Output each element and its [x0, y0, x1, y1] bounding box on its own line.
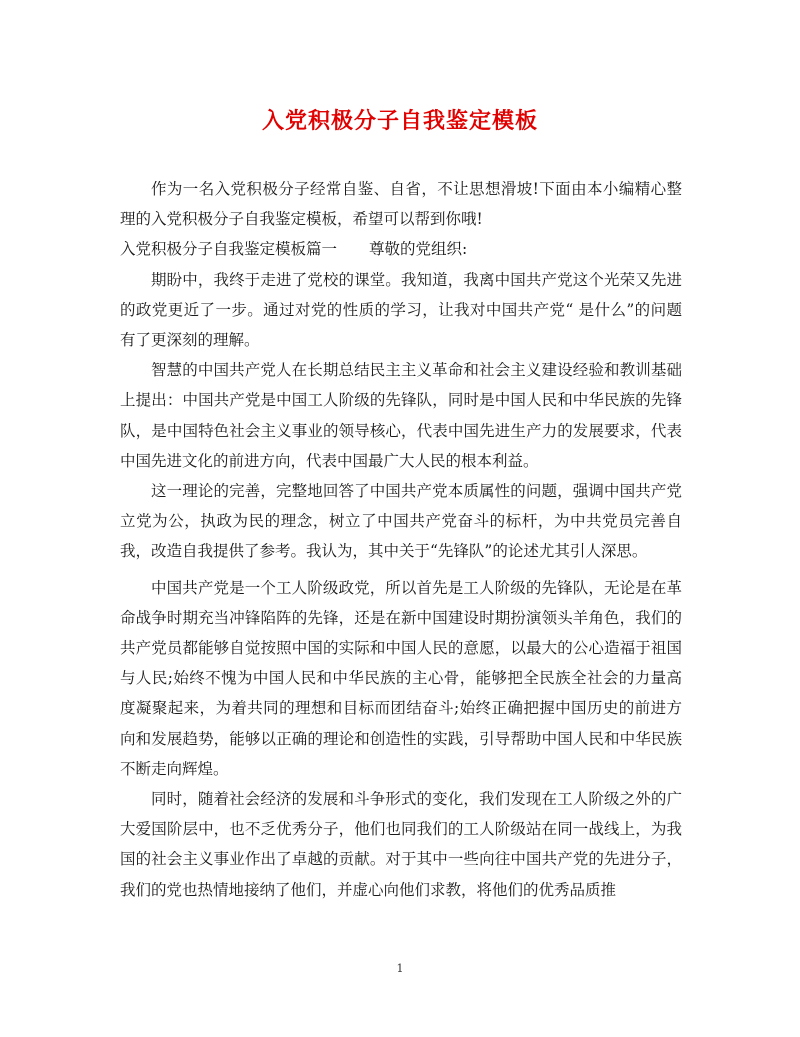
body-paragraph-3: 这一理论的完善，完整地回答了中国共产党本质属性的问题，强调中国共产党立党为公，执政为民的理念，树立了中国共产党奋斗的标杆，为中共党员完善自我，改造自我提供了参考。我认为，其中关于“先锋队”的论述尤其引人深思。	[120, 482, 682, 561]
document-body	[120, 174, 682, 905]
body-paragraph-2: 智慧的中国共产党人在长期总结民主主义革命和社会主义建设经验和教训基础上提出：中国共产党是中国工人阶级的先锋队，同时是中国人民和中华民族的先锋队，是中国特色社会主义事业的领导核心，代表中国先进生产力的发展要求，代表中国先进文化的前进方向，代表中国最广大人民的根本利益。	[120, 361, 682, 470]
section-heading: 入党积极分子自我鉴定模板篇一	[120, 240, 338, 259]
page-number: 1	[396, 962, 404, 975]
section-heading-line	[120, 234, 682, 264]
body-paragraph-4: 中国共产党是一个工人阶级政党，所以首先是工人阶级的先锋队，无论是在革命战争时期充当冲锋陷阵的先锋，还是在新中国建设时期扮演领头羊角色，我们的共产党员都能够自觉按照中国的实际和中国人民的意愿，以最大的公心造福于祖国与人民;始终不愧为中国人民和中华民族的主心骨，能够把全民族全社会的力量高度凝聚起来，为着共同的理想和目标而团结奋斗;始终正确把握中国历史的前进方向和发展趋势，能够以正确的理论和创造性的实践，引导帮助中国人民和中华民族不断走向辉煌。	[120, 578, 682, 778]
document-title: 入党积极分子自我鉴定模板	[261, 108, 538, 134]
salutation: 尊敬的党组织:	[369, 240, 468, 259]
body-paragraph-5: 同时，随着社会经济的发展和斗争形式的变化，我们发现在工人阶级之外的广大爱国阶层中，也不乏优秀分子，他们也同我们的工人阶级站在同一战线上，为我国的社会主义事业作出了卓越的贡献。对于其中一些向往中国共产党的先进分子，我们的党也热情地接纳了他们，并虚心向他们求教，将他们的优秀品质推	[120, 790, 682, 899]
intro-paragraph: 作为一名入党积极分子经常自鉴、自省，不让思想滑坡!下面由本小编精心整理的入党积极分子自我鉴定模板，希望可以帮到你哦!	[120, 180, 682, 229]
body-paragraph-1: 期盼中，我终于走进了党校的课堂。我知道，我离中国共产党这个光荣又先进的政党更近了一步。通过对党的性质的学习，让我对中国共产党“ 是什么”的问题有了更深刻的理解。	[120, 270, 682, 350]
